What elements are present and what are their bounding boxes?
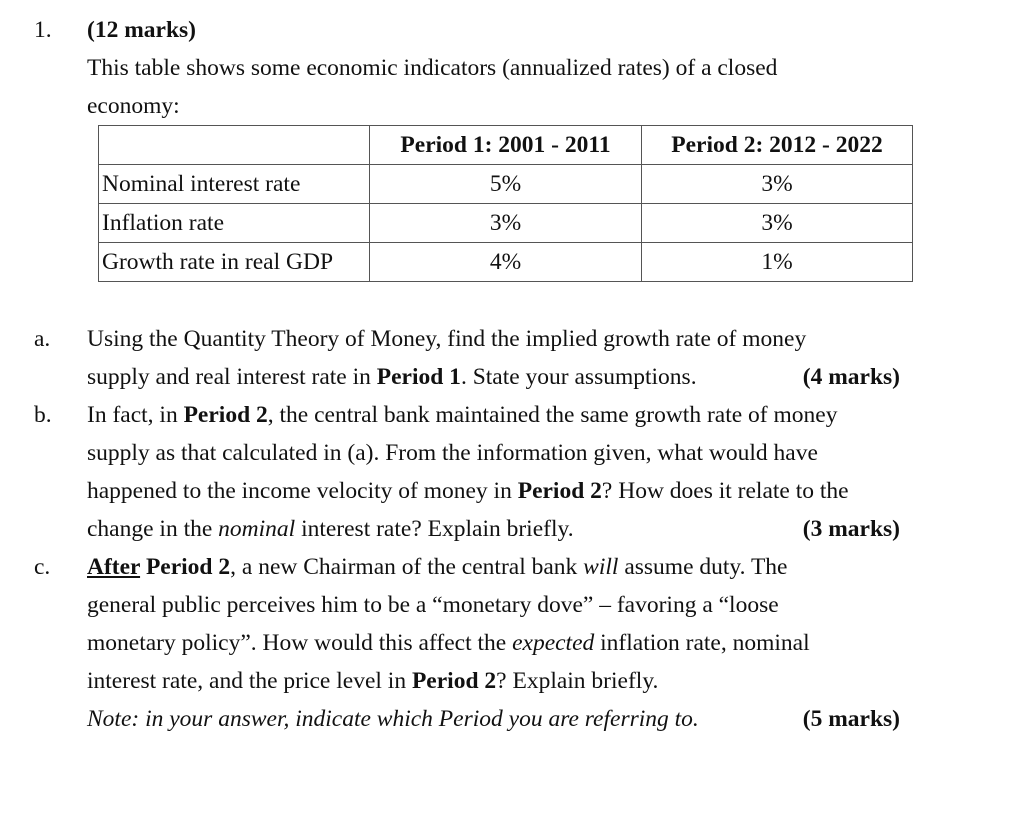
emphasis: Period 2 [140, 554, 231, 580]
question-marks: (12 marks) [87, 17, 196, 43]
part-c-marks: (5 marks) [802, 706, 900, 732]
text: ? How does it relate to the [601, 478, 849, 504]
part-b-line-2: supply as that calculated in (a). From the information given, what would have [87, 440, 818, 466]
text: interest rate, and the price level in [87, 668, 412, 694]
part-b-letter: b. [34, 402, 52, 428]
table-header-period-2: Period 2: 2012 - 2022 [642, 126, 913, 165]
text: monetary policy”. How would this affect the [87, 630, 513, 656]
part-b-line-3 [87, 472, 849, 510]
emphasis: Period 2 [517, 478, 602, 504]
table-header-empty [99, 126, 370, 165]
part-c-note: Note: in your answer, indicate which Period you are referring to. [87, 706, 699, 732]
table-row [99, 243, 913, 282]
table-row [99, 165, 913, 204]
emphasis: nominal [218, 516, 296, 542]
text: change in the [87, 516, 219, 542]
text: In fact, in [87, 402, 184, 428]
part-c-line-3 [87, 624, 810, 662]
text: ? Explain briefly. [496, 668, 659, 694]
emphasis: Period 2 [411, 668, 497, 694]
text: inflation rate, nominal [594, 630, 810, 656]
row-label: Growth rate in real GDP [99, 243, 370, 282]
text: supply and real interest rate in [87, 364, 377, 390]
cell-period-2: 1% [642, 243, 913, 282]
text: happened to the income velocity of money in [87, 478, 518, 504]
part-a-line-2 [87, 358, 697, 396]
text: interest rate? Explain briefly. [295, 516, 574, 542]
cell-period-1: 3% [370, 204, 642, 243]
part-c-line-2: general public perceives him to be a “monetary dove” – favoring a “loose [87, 592, 779, 618]
row-label: Inflation rate [99, 204, 370, 243]
emphasis: expected [512, 630, 595, 656]
table-header-period-1: Period 1: 2001 - 2011 [370, 126, 642, 165]
emphasis: Period 1 [376, 364, 461, 390]
part-a-line-1: Using the Quantity Theory of Money, find the implied growth rate of money [87, 326, 807, 352]
row-label: Nominal interest rate [99, 165, 370, 204]
emphasis: will [583, 554, 619, 580]
cell-period-2: 3% [642, 165, 913, 204]
cell-period-1: 5% [370, 165, 642, 204]
cell-period-2: 3% [642, 204, 913, 243]
part-b-line-1 [87, 396, 837, 434]
emphasis: After [87, 554, 141, 580]
part-b-marks: (3 marks) [802, 516, 900, 542]
cell-period-1: 4% [370, 243, 642, 282]
economic-indicators-table [98, 125, 913, 282]
intro-line-2: economy: [87, 93, 180, 119]
text: assume duty. The [618, 554, 788, 580]
text: . State your assumptions. [460, 364, 697, 390]
part-c-letter: c. [34, 554, 51, 580]
intro-line-1: This table shows some economic indicators (annualized rates) of a closed [87, 55, 778, 81]
table-header-row [99, 126, 913, 165]
part-c-line-1 [87, 548, 787, 586]
text: , a new Chairman of the central bank [230, 554, 584, 580]
emphasis: Period 2 [183, 402, 268, 428]
question-number: 1. [34, 17, 52, 43]
part-a-marks: (4 marks) [802, 364, 900, 390]
table-row [99, 204, 913, 243]
part-b-line-4 [87, 510, 574, 548]
part-c-line-4 [87, 662, 658, 700]
part-a-letter: a. [34, 326, 51, 352]
text: , the central bank maintained the same growth rate of money [267, 402, 838, 428]
